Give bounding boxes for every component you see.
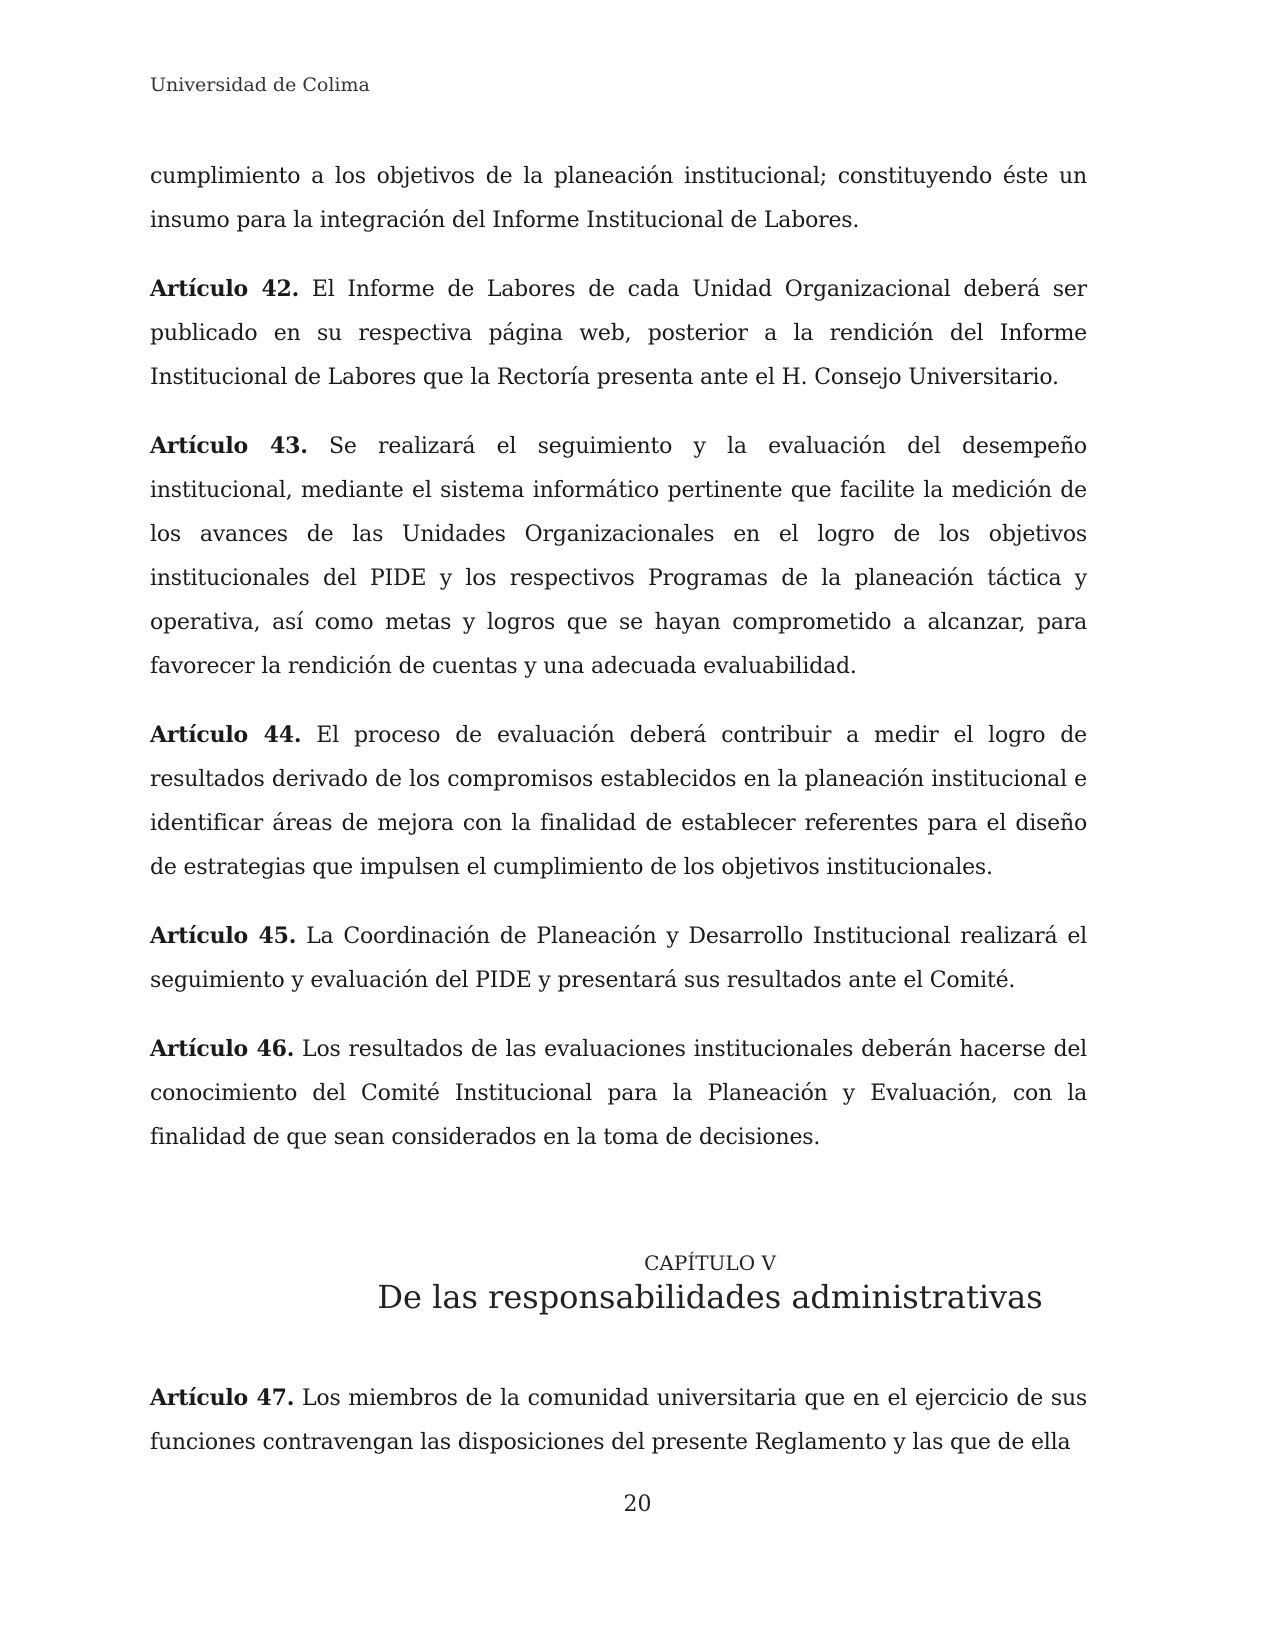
- intro-paragraph: cumplimiento a los objetivos de la planeación institucional; constituyendo éste un insumo para la integración del Informe Institucional de Labores.: [150, 164, 1087, 233]
- article-text: Se realizará el seguimiento y la evaluación del desempeño institucional, mediante el sistema informático pertinente que facilite la medición de los avances de las Unidades Organizacionales en el logro de los objetivos institucionales del PIDE y los respectivos Programas de la planeación táctica y operativa, así como metas y logros que se hayan comprometido a alcanzar, para favorecer la rendición de cuentas y una adecuada evaluabilidad.: [150, 434, 1087, 679]
- article-text: El proceso de evaluación deberá contribuir a medir el logro de resultados derivado de los compromisos establecidos en la planeación institucional e identificar áreas de mejora con la finalidad de establecer referentes para el diseño de estrategias que impulsen el cumplimiento de los objetivos institucionales.: [150, 723, 1087, 880]
- article-text: El Informe de Labores de cada Unidad Organizacional deberá ser publicado en su respectiva página web, posterior a la rendición del Informe Institucional de Labores que la Rectoría presenta ante el H. Consejo Universitario.: [150, 277, 1088, 390]
- chapter-title: De las responsabilidades administrativas: [377, 1278, 1043, 1316]
- chapter-heading: [150, 1250, 1150, 1318]
- article-43: [150, 424, 1087, 689]
- article-label: Artículo 44.: [150, 722, 302, 748]
- article-label: Artículo 46.: [150, 1036, 295, 1062]
- body-text-continued: [150, 1376, 1087, 1489]
- article-46: [150, 1027, 1087, 1160]
- article-label: Artículo 43.: [150, 433, 308, 459]
- article-text: Los resultados de las evaluaciones institucionales deberán hacerse del conocimiento del Comité Institucional para la Planeación y Evaluación, con la finalidad de que sean considerados en la toma de decisiones.: [150, 1037, 1087, 1150]
- article-42: [150, 267, 1087, 400]
- page-number: 20: [623, 1492, 652, 1517]
- running-header: Universidad de Colima: [150, 74, 370, 96]
- chapter-number: CAPÍTULO V: [644, 1251, 776, 1275]
- article-44: [150, 713, 1087, 890]
- article-label: Artículo 47.: [150, 1385, 295, 1411]
- article-47: [150, 1376, 1087, 1465]
- article-text: La Coordinación de Planeación y Desarrollo Institucional realizará el seguimiento y evaluación del PIDE y presentará sus resultados ante el Comité.: [150, 924, 1088, 993]
- article-label: Artículo 42.: [150, 276, 300, 302]
- article-45: [150, 914, 1087, 1003]
- body-text: [150, 155, 1087, 1184]
- article-label: Artículo 45.: [150, 923, 297, 949]
- article-text: Los miembros de la comunidad universitaria que en el ejercicio de sus funciones contravengan las disposiciones del presente Reglamento y las que de ella: [150, 1386, 1088, 1455]
